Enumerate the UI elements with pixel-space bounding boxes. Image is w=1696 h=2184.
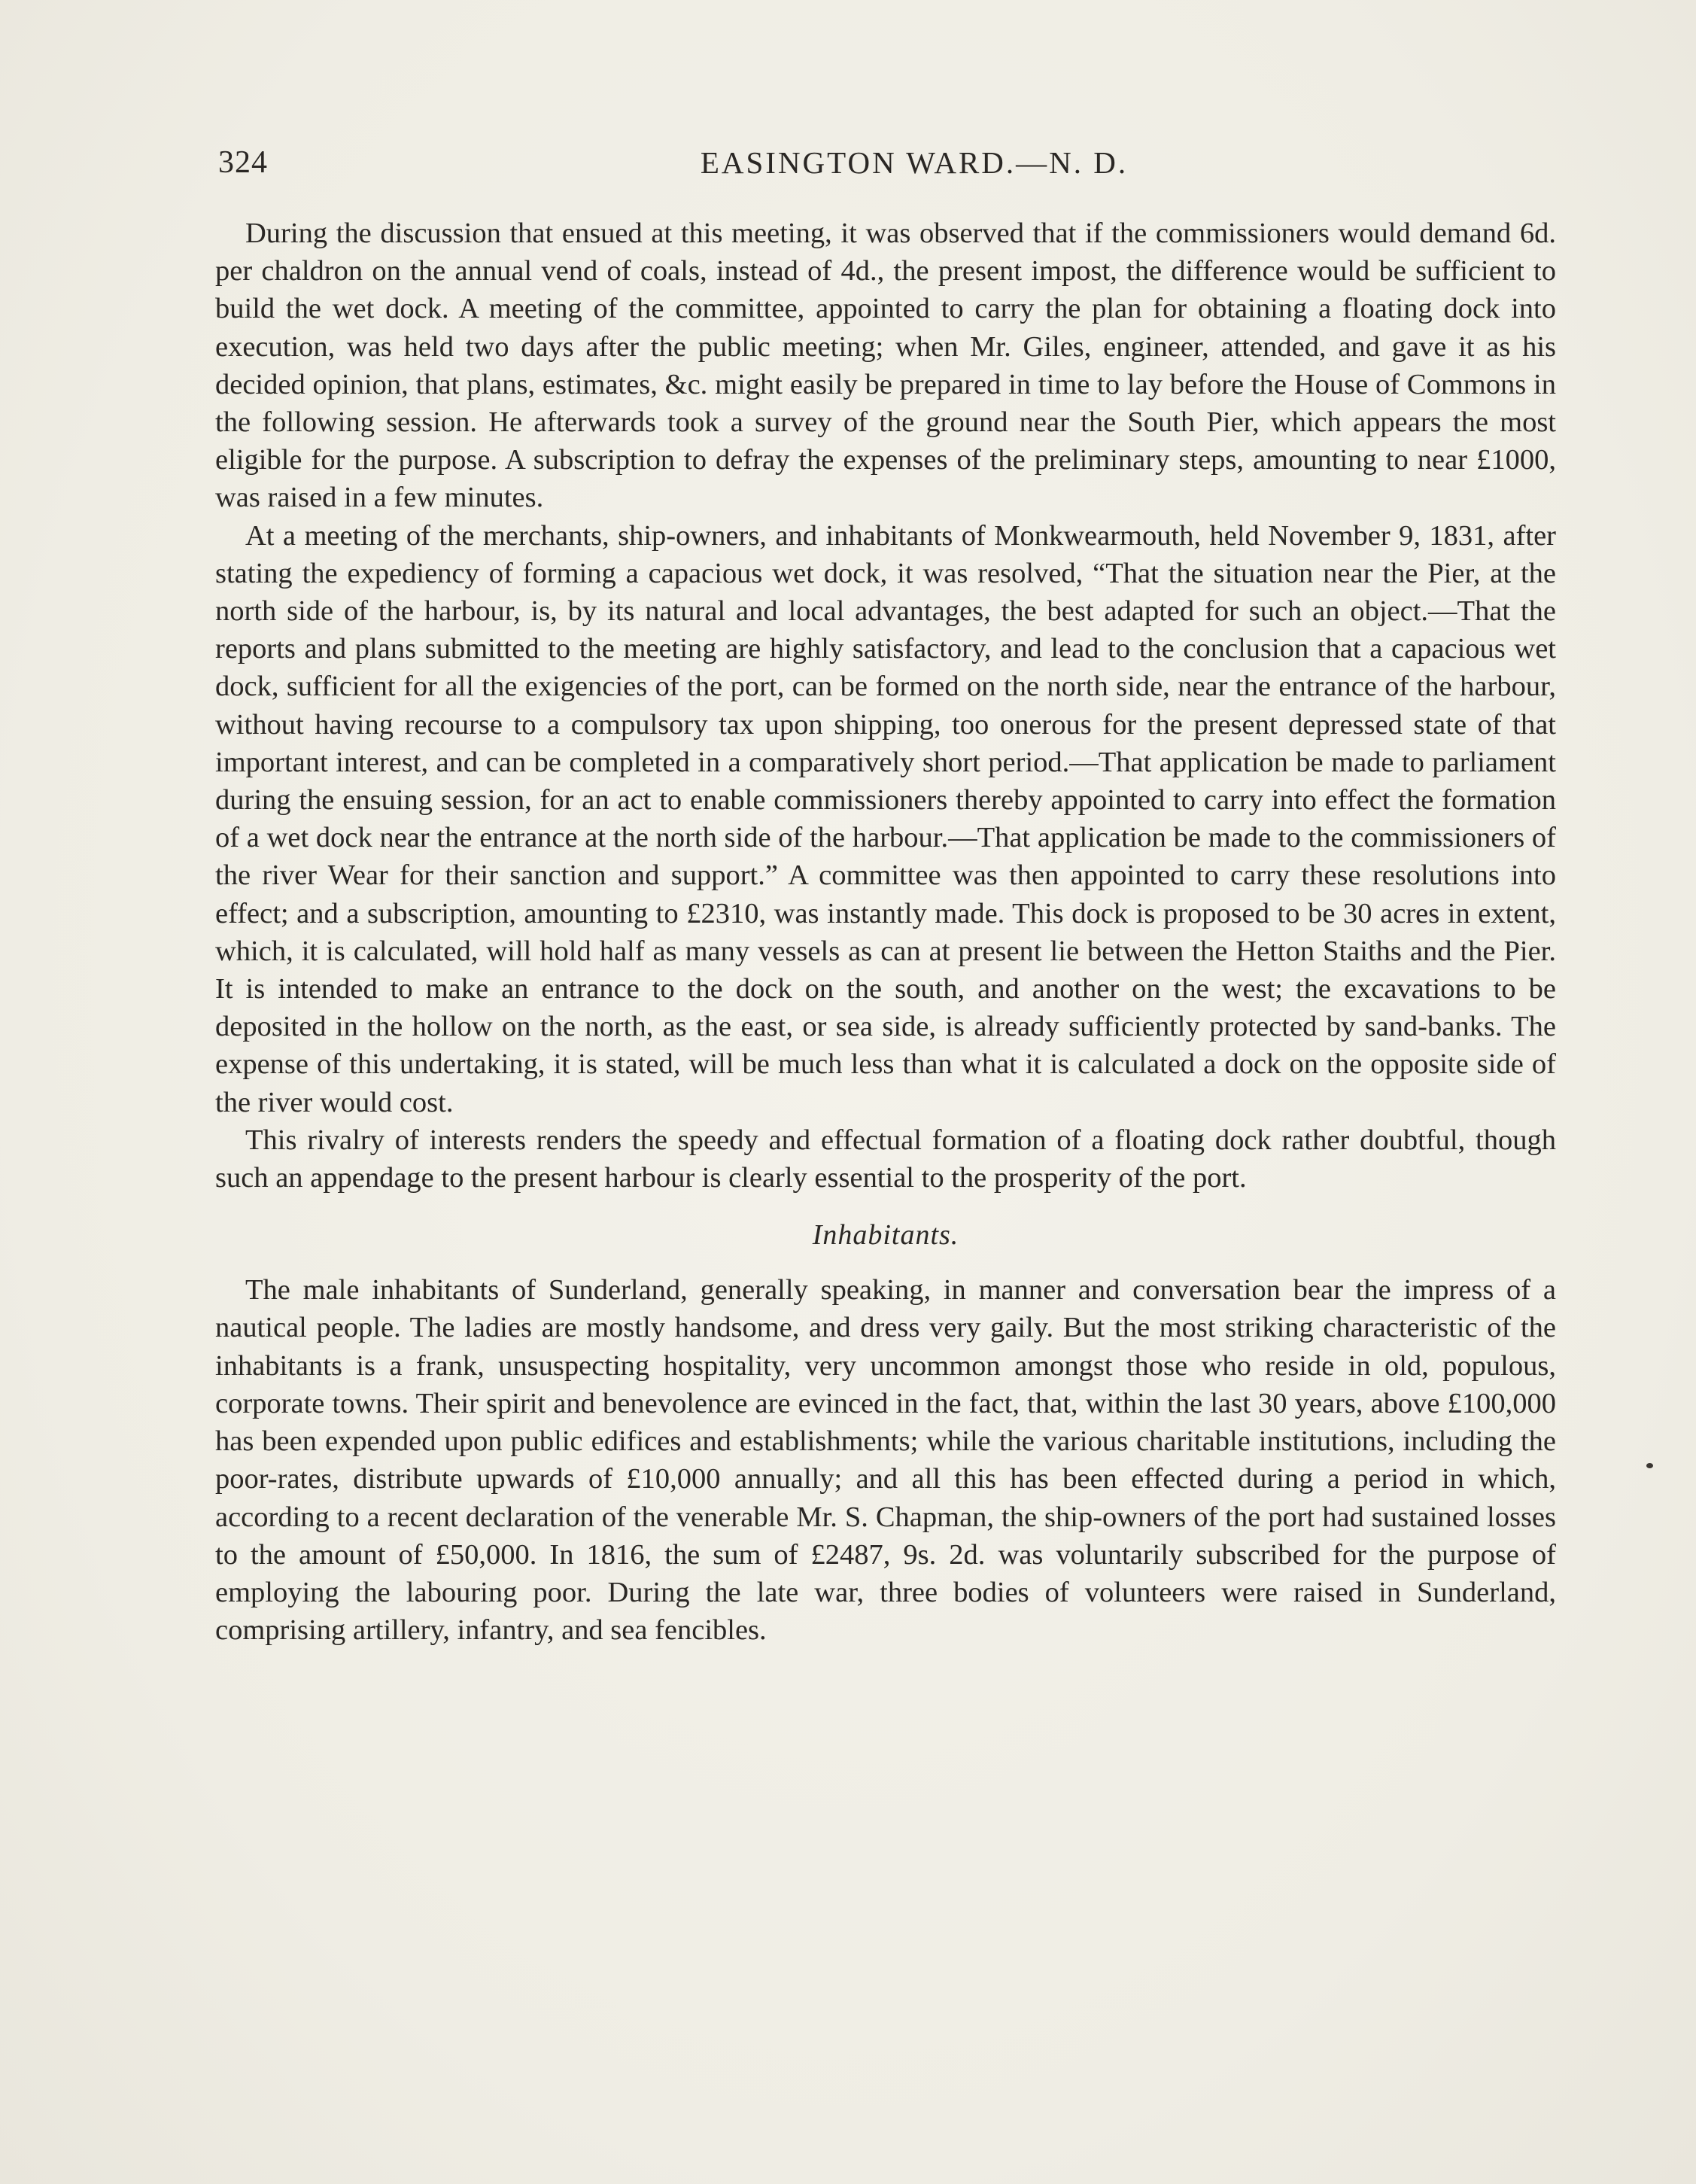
paragraph-inhabitants: The male inhabitants of Sunderland, generally speaking, in manner and conversation bear the impress of a nautical people. The ladies are mostly handsome, and dress very gaily. But the most striking characteristic of the inhabitants is a frank, unsuspecting hospitality, very uncommon amongst those who reside in old, populous, corporate towns. Their spirit and benevolence are evinced in the fact, that, within the last 30 years, above £100,000 has been expended upon public edifices and establishments; while the various charitable institutions, including the poor-rates, distribute upwards of £10,000 annually; and all this has been effected during a period in which, according to a recent declaration of the venerable Mr. S. Chapman, the ship-owners of the port had sustained losses to the amount of £50,000. In 1816, the sum of £2487, 9s. 2d. was voluntarily subscribed for the purpose of employing the labouring poor. During the late war, three bodies of volunteers were raised in Sunderland, comprising artillery, infantry, and sea fencibles.: [215, 1274, 1556, 1647]
paragraph-rivalry-of-interests: This rivalry of interests renders the speedy and effectual formation of a floating dock rather doubtful, though such an appendage to the present harbour is clearly essential to the prosperity of the port.: [215, 1124, 1556, 1194]
paragraph-monkwearmouth-meeting: At a meeting of the merchants, ship-owners, and inhabitants of Monkwearmouth, held November 9, 1831, after stating the expediency of forming a capacious wet dock, it was resolved, “That the situation near the Pier, at the north side of the harbour, is, by its natural and local advantages, the best adapted for such an object.—That the reports and plans submitted to the meeting are highly satisfactory, and lead to the conclusion that a capacious wet dock, sufficient for all the exigencies of the port, can be formed on the north side, near the entrance of the harbour, without having recourse to a compulsory tax upon shipping, too onerous for the present depressed state of that important interest, and can be completed in a comparatively short period.—That application be made to parliament during the ensuing session, for an act to enable commissioners thereby appointed to carry into effect the formation of a wet dock near the entrance at the north side of the harbour.—That application be made to the commissioners of the river Wear for their sanction and support.” A committee was then appointed to carry these resolutions into effect; and a subscription, amounting to £2310, was instantly made. This dock is proposed to be 30 acres in extent, which, it is calculated, will hold half as many vessels as can at present lie between the Hetton Staiths and the Pier. It is intended to make an entrance to the dock on the south, and another on the west; the excavations to be deposited in the hollow on the north, as the east, or sea side, is already sufficiently protected by sand-banks. The expense of this undertaking, it is stated, will be much less than what it is calculated a dock on the opposite side of the river would cost.: [215, 519, 1556, 1118]
running-head: [218, 144, 1558, 190]
page-header-title: EASINGTON WARD.—N. D.: [700, 145, 1129, 180]
body-text: [215, 214, 1556, 1649]
ink-speck: [1646, 1463, 1653, 1468]
page-number: 324: [218, 145, 268, 180]
section-heading-inhabitants: Inhabitants.: [812, 1219, 959, 1252]
paragraph-wet-dock-discussion: During the discussion that ensued at this meeting, it was observed that if the commissioners would demand 6d. per chaldron on the annual vend of coals, instead of 4d., the present impost, the difference would be sufficient to build the wet dock. A meeting of the committee, appointed to carry the plan for obtaining a floating dock into execution, was held two days after the public meeting; when Mr. Giles, engineer, attended, and gave it as his decided opinion, that plans, estimates, &c. might easily be prepared in time to lay before the House of Commons in the following session. He afterwards took a survey of the ground near the South Pier, which appears the most eligible for the purpose. A subscription to defray the expenses of the preliminary steps, amounting to near £1000, was raised in a few minutes.: [215, 217, 1556, 514]
